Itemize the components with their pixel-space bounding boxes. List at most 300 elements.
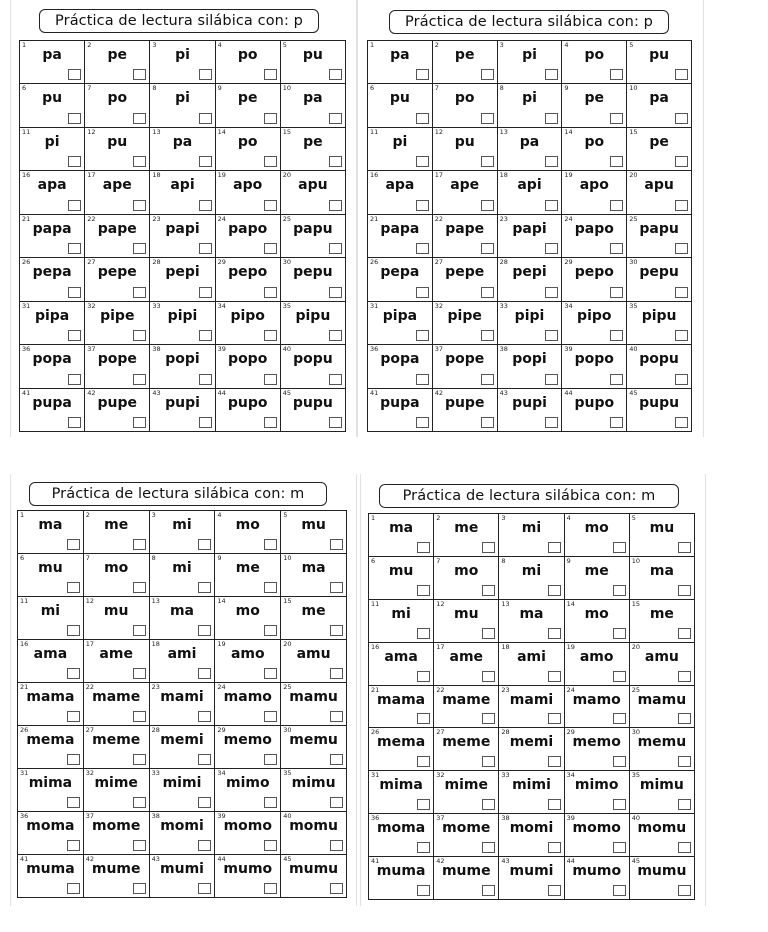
checkbox[interactable] bbox=[417, 799, 430, 810]
syllable-cell bbox=[20, 345, 85, 388]
checkbox[interactable] bbox=[416, 200, 429, 211]
syllable-word: me bbox=[649, 605, 674, 622]
checkbox[interactable] bbox=[610, 417, 623, 428]
checkbox[interactable] bbox=[678, 628, 691, 639]
cell-number: 44 bbox=[217, 855, 226, 863]
checkbox[interactable] bbox=[329, 417, 342, 428]
checkbox[interactable] bbox=[330, 797, 343, 808]
checkbox[interactable] bbox=[133, 243, 146, 254]
cell-number: 40 bbox=[629, 345, 638, 354]
checkbox[interactable] bbox=[417, 756, 430, 767]
checkbox[interactable] bbox=[330, 668, 343, 679]
cell-number: 43 bbox=[501, 857, 510, 866]
worksheet-m-right bbox=[360, 474, 706, 906]
syllable-cell bbox=[215, 597, 281, 640]
cell-number: 18 bbox=[501, 642, 510, 651]
cell-number: 45 bbox=[631, 857, 641, 866]
syllable-word: mumo bbox=[223, 861, 273, 877]
checkbox[interactable] bbox=[329, 69, 342, 80]
checkbox[interactable] bbox=[481, 330, 494, 341]
checkbox[interactable] bbox=[68, 374, 81, 385]
cell-number: 45 bbox=[282, 388, 292, 397]
checkbox[interactable] bbox=[133, 539, 146, 550]
checkbox[interactable] bbox=[675, 113, 688, 124]
syllable-word: me bbox=[235, 560, 260, 576]
checkbox[interactable] bbox=[199, 287, 212, 298]
checkbox[interactable] bbox=[481, 287, 494, 298]
checkbox[interactable] bbox=[548, 885, 561, 896]
checkbox[interactable] bbox=[613, 885, 626, 896]
syllable-cell bbox=[85, 128, 150, 171]
checkbox[interactable] bbox=[133, 711, 146, 722]
checkbox[interactable] bbox=[481, 69, 494, 80]
checkbox[interactable] bbox=[67, 883, 80, 894]
checkbox[interactable] bbox=[675, 417, 688, 428]
checkbox[interactable] bbox=[417, 585, 430, 596]
syllable-cell bbox=[627, 171, 692, 214]
checkbox[interactable] bbox=[613, 542, 626, 553]
checkbox[interactable] bbox=[545, 156, 558, 167]
checkbox[interactable] bbox=[417, 628, 430, 639]
checkbox[interactable] bbox=[264, 374, 277, 385]
syllable-word: mo bbox=[104, 560, 129, 576]
cell-number: 24 bbox=[566, 685, 575, 694]
syllable-cell bbox=[150, 726, 216, 769]
checkbox[interactable] bbox=[199, 330, 212, 341]
checkbox[interactable] bbox=[329, 200, 342, 211]
checkbox[interactable] bbox=[482, 585, 495, 596]
syllable-word: pi bbox=[522, 47, 537, 63]
checkbox[interactable] bbox=[545, 243, 558, 254]
checkbox[interactable] bbox=[199, 243, 212, 254]
checkbox[interactable] bbox=[482, 885, 495, 896]
checkbox[interactable] bbox=[613, 842, 626, 853]
checkbox[interactable] bbox=[67, 711, 80, 722]
cell-number: 16 bbox=[20, 640, 29, 648]
checkbox[interactable] bbox=[548, 842, 561, 853]
cell-number: 41 bbox=[371, 857, 380, 866]
checkbox[interactable] bbox=[545, 69, 558, 80]
checkbox[interactable] bbox=[68, 417, 81, 428]
syllable-cell bbox=[498, 41, 563, 84]
checkbox[interactable] bbox=[613, 585, 626, 596]
syllable-word: mema bbox=[377, 734, 426, 751]
checkbox[interactable] bbox=[416, 243, 429, 254]
checkbox[interactable] bbox=[481, 156, 494, 167]
syllable-cell bbox=[433, 258, 498, 301]
checkbox[interactable] bbox=[199, 374, 212, 385]
cell-number: 21 bbox=[370, 214, 379, 223]
syllable-cell bbox=[562, 84, 627, 127]
checkbox[interactable] bbox=[68, 113, 81, 124]
worksheet-title: Práctica de lectura silábica con: m bbox=[29, 482, 327, 506]
checkbox[interactable] bbox=[678, 799, 691, 810]
checkbox[interactable] bbox=[329, 156, 342, 167]
checkbox[interactable] bbox=[133, 330, 146, 341]
checkbox[interactable] bbox=[198, 625, 211, 636]
checkbox[interactable] bbox=[68, 330, 81, 341]
cell-number: 42 bbox=[434, 388, 444, 397]
checkbox[interactable] bbox=[610, 113, 623, 124]
checkbox[interactable] bbox=[68, 156, 81, 167]
checkbox[interactable] bbox=[417, 713, 430, 724]
checkbox[interactable] bbox=[133, 582, 146, 593]
syllable-word: moma bbox=[26, 818, 75, 834]
checkbox[interactable] bbox=[613, 713, 626, 724]
checkbox[interactable] bbox=[264, 200, 277, 211]
checkbox[interactable] bbox=[329, 113, 342, 124]
cell-number: 30 bbox=[631, 728, 641, 737]
syllable-word: pa bbox=[390, 47, 410, 63]
checkbox[interactable] bbox=[330, 840, 343, 851]
checkbox[interactable] bbox=[67, 840, 80, 851]
checkbox[interactable] bbox=[199, 69, 212, 80]
checkbox[interactable] bbox=[68, 287, 81, 298]
checkbox[interactable] bbox=[264, 754, 277, 765]
checkbox[interactable] bbox=[68, 200, 81, 211]
checkbox[interactable] bbox=[675, 374, 688, 385]
checkbox[interactable] bbox=[198, 883, 211, 894]
checkbox[interactable] bbox=[613, 628, 626, 639]
cell-number: 18 bbox=[151, 640, 160, 648]
checkbox[interactable] bbox=[67, 625, 80, 636]
syllable-cell bbox=[281, 812, 347, 855]
checkbox[interactable] bbox=[198, 754, 211, 765]
checkbox[interactable] bbox=[675, 330, 688, 341]
syllable-word: mome bbox=[92, 818, 141, 834]
syllable-cell bbox=[368, 171, 433, 214]
checkbox[interactable] bbox=[264, 625, 277, 636]
checkbox[interactable] bbox=[675, 243, 688, 254]
syllable-word: pupo bbox=[227, 394, 268, 411]
syllable-cell bbox=[368, 84, 433, 127]
checkbox[interactable] bbox=[678, 756, 691, 767]
checkbox[interactable] bbox=[133, 840, 146, 851]
checkbox[interactable] bbox=[675, 200, 688, 211]
syllable-word: amo bbox=[230, 646, 265, 662]
checkbox[interactable] bbox=[68, 69, 81, 80]
checkbox[interactable] bbox=[548, 671, 561, 682]
checkbox[interactable] bbox=[133, 113, 146, 124]
checkbox[interactable] bbox=[198, 711, 211, 722]
cell-number: 2 bbox=[87, 41, 92, 49]
checkbox[interactable] bbox=[545, 330, 558, 341]
checkbox[interactable] bbox=[264, 840, 277, 851]
checkbox[interactable] bbox=[545, 200, 558, 211]
checkbox[interactable] bbox=[329, 330, 342, 341]
checkbox[interactable] bbox=[482, 842, 495, 853]
syllable-word: pi bbox=[175, 90, 190, 107]
checkbox[interactable] bbox=[482, 799, 495, 810]
cell-number: 39 bbox=[566, 814, 575, 823]
syllable-cell bbox=[627, 302, 692, 345]
cell-number: 38 bbox=[499, 345, 508, 354]
syllable-word: pi bbox=[392, 133, 408, 150]
checkbox[interactable] bbox=[610, 69, 623, 80]
checkbox[interactable] bbox=[678, 842, 691, 853]
checkbox[interactable] bbox=[416, 374, 429, 385]
syllable-cell bbox=[368, 389, 433, 432]
syllable-cell bbox=[433, 41, 498, 84]
checkbox[interactable] bbox=[417, 885, 430, 896]
syllable-word: popi bbox=[512, 351, 547, 368]
syllable-cell bbox=[565, 771, 630, 814]
syllable-cell bbox=[20, 389, 85, 432]
syllable-word: pe bbox=[649, 133, 669, 150]
cell-number: 6 bbox=[371, 556, 376, 565]
checkbox[interactable] bbox=[133, 754, 146, 765]
checkbox[interactable] bbox=[678, 671, 691, 682]
checkbox[interactable] bbox=[416, 287, 429, 298]
checkbox[interactable] bbox=[199, 200, 212, 211]
checkbox[interactable] bbox=[133, 200, 146, 211]
syllable-cell bbox=[498, 215, 563, 258]
checkbox[interactable] bbox=[133, 668, 146, 679]
syllable-word: mame bbox=[442, 691, 491, 708]
cell-number: 20 bbox=[631, 642, 641, 651]
checkbox[interactable] bbox=[67, 797, 80, 808]
syllable-word: mo bbox=[235, 517, 260, 533]
worksheet-title: Práctica de lectura silábica con: p bbox=[389, 10, 669, 34]
cell-number: 9 bbox=[564, 84, 569, 93]
checkbox[interactable] bbox=[264, 113, 277, 124]
checkbox[interactable] bbox=[481, 113, 494, 124]
syllable-word: ma bbox=[301, 560, 326, 576]
cell-number: 14 bbox=[217, 597, 226, 605]
checkbox[interactable] bbox=[199, 113, 212, 124]
checkbox[interactable] bbox=[67, 754, 80, 765]
checkbox[interactable] bbox=[610, 287, 623, 298]
syllable-word: pipa bbox=[34, 307, 70, 324]
checkbox[interactable] bbox=[133, 69, 146, 80]
checkbox[interactable] bbox=[133, 625, 146, 636]
cell-number: 19 bbox=[217, 640, 226, 648]
syllable-word: pupi bbox=[165, 394, 200, 411]
cell-number: 22 bbox=[436, 685, 445, 694]
syllable-cell bbox=[216, 258, 281, 301]
checkbox[interactable] bbox=[198, 582, 211, 593]
syllable-word: ape bbox=[102, 177, 132, 194]
checkbox[interactable] bbox=[482, 713, 495, 724]
checkbox[interactable] bbox=[264, 69, 277, 80]
checkbox[interactable] bbox=[67, 582, 80, 593]
syllable-word: mamu bbox=[289, 689, 338, 705]
checkbox[interactable] bbox=[68, 243, 81, 254]
syllable-cell bbox=[562, 128, 627, 171]
cell-number: 2 bbox=[85, 511, 90, 519]
checkbox[interactable] bbox=[329, 374, 342, 385]
checkbox[interactable] bbox=[417, 671, 430, 682]
checkbox[interactable] bbox=[67, 539, 80, 550]
syllable-cell bbox=[150, 640, 216, 683]
syllable-word: pu bbox=[389, 90, 410, 107]
syllable-cell bbox=[281, 726, 347, 769]
checkbox[interactable] bbox=[264, 883, 277, 894]
syllable-cell bbox=[281, 128, 346, 171]
syllable-word: pupa bbox=[380, 394, 420, 411]
syllable-cell bbox=[565, 514, 630, 557]
checkbox[interactable] bbox=[133, 287, 146, 298]
checkbox[interactable] bbox=[264, 156, 277, 167]
checkbox[interactable] bbox=[548, 756, 561, 767]
checkbox[interactable] bbox=[610, 200, 623, 211]
checkbox[interactable] bbox=[545, 113, 558, 124]
cell-number: 23 bbox=[501, 685, 510, 694]
syllable-cell bbox=[215, 640, 281, 683]
checkbox[interactable] bbox=[416, 113, 429, 124]
checkbox[interactable] bbox=[548, 713, 561, 724]
syllable-word: mo bbox=[454, 562, 479, 579]
syllable-cell bbox=[565, 643, 630, 686]
checkbox[interactable] bbox=[199, 417, 212, 428]
checkbox[interactable] bbox=[416, 417, 429, 428]
syllable-cell bbox=[565, 814, 630, 857]
checkbox[interactable] bbox=[678, 542, 691, 553]
checkbox[interactable] bbox=[613, 756, 626, 767]
syllable-word: pape bbox=[445, 220, 485, 237]
checkbox[interactable] bbox=[416, 156, 429, 167]
syllable-word: papa bbox=[380, 220, 420, 237]
syllable-cell bbox=[434, 643, 499, 686]
checkbox[interactable] bbox=[613, 671, 626, 682]
checkbox[interactable] bbox=[613, 799, 626, 810]
checkbox[interactable] bbox=[330, 883, 343, 894]
syllable-word: me bbox=[454, 520, 479, 536]
syllable-word: momi bbox=[509, 820, 554, 837]
cell-number: 25 bbox=[631, 685, 641, 694]
checkbox[interactable] bbox=[330, 754, 343, 765]
checkbox[interactable] bbox=[264, 797, 277, 808]
syllable-word: mi bbox=[172, 560, 192, 576]
checkbox[interactable] bbox=[545, 417, 558, 428]
syllable-word: momo bbox=[572, 820, 621, 837]
checkbox[interactable] bbox=[548, 628, 561, 639]
checkbox[interactable] bbox=[264, 243, 277, 254]
syllable-word: pe bbox=[237, 90, 258, 107]
checkbox[interactable] bbox=[330, 711, 343, 722]
checkbox[interactable] bbox=[675, 156, 688, 167]
cell-number: 4 bbox=[564, 41, 569, 49]
checkbox[interactable] bbox=[416, 330, 429, 341]
checkbox[interactable] bbox=[198, 840, 211, 851]
checkbox[interactable] bbox=[133, 156, 146, 167]
checkbox[interactable] bbox=[133, 374, 146, 385]
syllable-word: pu bbox=[302, 47, 323, 63]
cell-number: 30 bbox=[282, 258, 292, 267]
checkbox[interactable] bbox=[675, 287, 688, 298]
syllable-cell bbox=[368, 258, 433, 301]
cell-number: 30 bbox=[629, 258, 638, 267]
cell-number: 17 bbox=[436, 642, 445, 651]
cell-number: 8 bbox=[152, 84, 157, 93]
checkbox[interactable] bbox=[264, 330, 277, 341]
checkbox[interactable] bbox=[481, 243, 494, 254]
checkbox[interactable] bbox=[545, 287, 558, 298]
syllable-cell bbox=[627, 215, 692, 258]
checkbox[interactable] bbox=[264, 711, 277, 722]
cell-number: 30 bbox=[283, 726, 292, 734]
cell-number: 13 bbox=[152, 127, 161, 136]
cell-number: 26 bbox=[22, 258, 31, 267]
syllable-word: pa bbox=[303, 90, 323, 107]
checkbox[interactable] bbox=[264, 287, 277, 298]
checkbox[interactable] bbox=[264, 539, 277, 550]
checkbox[interactable] bbox=[330, 539, 343, 550]
checkbox[interactable] bbox=[417, 542, 430, 553]
syllable-grid bbox=[367, 40, 692, 432]
syllable-cell bbox=[499, 600, 564, 643]
syllable-cell bbox=[630, 814, 695, 857]
checkbox[interactable] bbox=[133, 417, 146, 428]
checkbox[interactable] bbox=[678, 885, 691, 896]
checkbox[interactable] bbox=[481, 374, 494, 385]
checkbox[interactable] bbox=[264, 582, 277, 593]
checkbox[interactable] bbox=[610, 156, 623, 167]
checkbox[interactable] bbox=[198, 668, 211, 679]
syllable-word: mu bbox=[301, 517, 326, 533]
checkbox[interactable] bbox=[481, 200, 494, 211]
syllable-cell bbox=[215, 511, 281, 554]
checkbox[interactable] bbox=[678, 713, 691, 724]
cell-number: 32 bbox=[434, 301, 444, 310]
checkbox[interactable] bbox=[329, 243, 342, 254]
checkbox[interactable] bbox=[482, 542, 495, 553]
checkbox[interactable] bbox=[330, 625, 343, 636]
checkbox[interactable] bbox=[416, 69, 429, 80]
checkbox[interactable] bbox=[610, 374, 623, 385]
checkbox[interactable] bbox=[198, 797, 211, 808]
checkbox[interactable] bbox=[264, 417, 277, 428]
checkbox[interactable] bbox=[481, 417, 494, 428]
syllable-word: mumu bbox=[637, 863, 687, 880]
checkbox[interactable] bbox=[264, 668, 277, 679]
syllable-word: pupa bbox=[32, 394, 72, 411]
checkbox[interactable] bbox=[198, 539, 211, 550]
checkbox[interactable] bbox=[545, 374, 558, 385]
checkbox[interactable] bbox=[133, 883, 146, 894]
checkbox[interactable] bbox=[610, 243, 623, 254]
checkbox[interactable] bbox=[199, 156, 212, 167]
syllable-word: api bbox=[170, 177, 195, 194]
checkbox[interactable] bbox=[675, 69, 688, 80]
syllable-word: pi bbox=[175, 47, 190, 63]
syllable-word: popo bbox=[574, 351, 614, 368]
checkbox[interactable] bbox=[67, 668, 80, 679]
checkbox[interactable] bbox=[482, 756, 495, 767]
checkbox[interactable] bbox=[678, 585, 691, 596]
checkbox[interactable] bbox=[548, 585, 561, 596]
cell-number: 18 bbox=[499, 171, 508, 180]
syllable-cell bbox=[216, 84, 281, 127]
checkbox[interactable] bbox=[133, 797, 146, 808]
checkbox[interactable] bbox=[330, 582, 343, 593]
syllable-word: mamo bbox=[572, 691, 621, 708]
checkbox[interactable] bbox=[548, 799, 561, 810]
checkbox[interactable] bbox=[329, 287, 342, 298]
syllable-word: mime bbox=[94, 775, 138, 791]
syllable-word: mame bbox=[92, 689, 141, 705]
checkbox[interactable] bbox=[417, 842, 430, 853]
checkbox[interactable] bbox=[548, 542, 561, 553]
syllable-word: ame bbox=[449, 648, 484, 665]
syllable-grid bbox=[17, 510, 347, 898]
syllable-cell bbox=[562, 389, 627, 432]
checkbox[interactable] bbox=[482, 671, 495, 682]
checkbox[interactable] bbox=[482, 628, 495, 639]
syllable-cell bbox=[281, 769, 347, 812]
syllable-cell bbox=[150, 258, 215, 301]
checkbox[interactable] bbox=[610, 330, 623, 341]
